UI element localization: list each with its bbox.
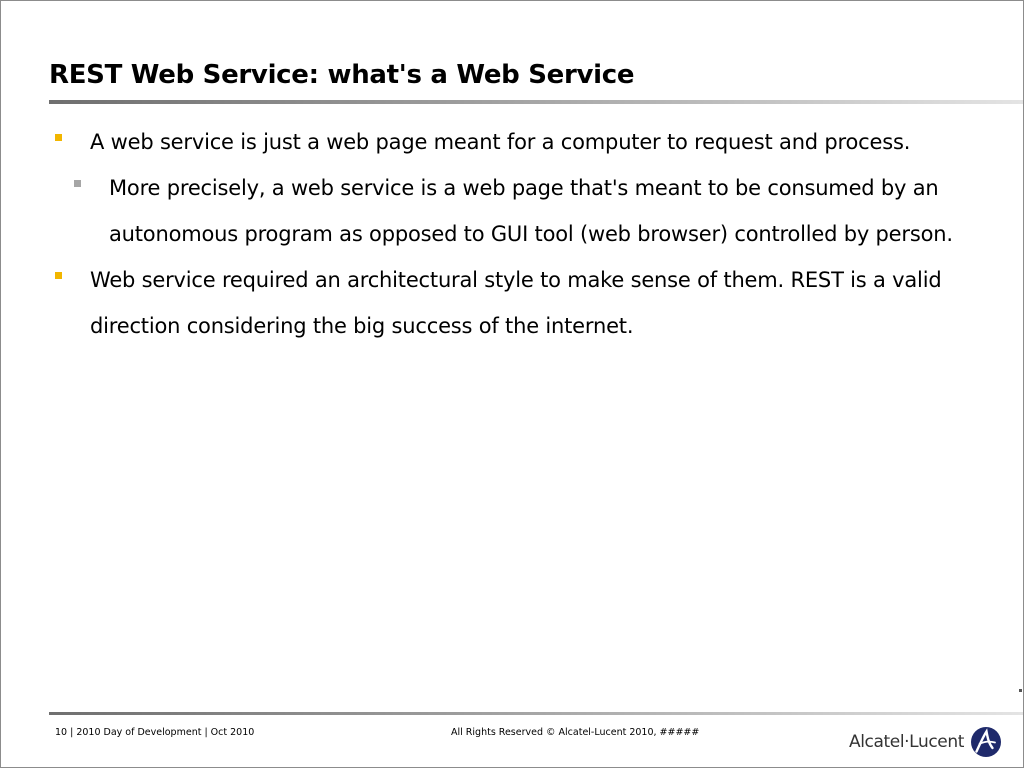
bullet-item-rest-direction xyxy=(1,257,970,349)
title-divider xyxy=(49,100,1023,104)
sub-bullet-text: More precisely, a web service is a web page that's meant to be consumed by an autonomous program as opposed to GUI tool (web browser) controlled by person. xyxy=(109,176,953,246)
alcatel-lucent-swirl-icon xyxy=(970,726,1002,758)
sub-bullet-item-precise-definition xyxy=(1,165,959,257)
bullet-list xyxy=(1,119,1001,349)
logo-wordmark: Alcatel·Lucent xyxy=(849,732,964,752)
bullet-item-web-service-definition xyxy=(1,119,970,165)
footer-slide-info: 10 | 2010 Day of Development | Oct 2010 xyxy=(55,727,255,738)
bullet-text: Web service required an architectural style to make sense of them. REST is a valid direction considering the big success of the internet. xyxy=(90,268,942,338)
bullet-square-icon xyxy=(55,272,62,279)
edge-dot xyxy=(1019,689,1022,692)
company-logo xyxy=(849,725,1002,759)
slide-title: REST Web Service: what's a Web Service xyxy=(49,60,635,90)
footer-copyright: All Rights Reserved © Alcatel-Lucent 2010, ##### xyxy=(451,727,700,738)
bullet-text: A web service is just a web page meant for a computer to request and process. xyxy=(90,130,911,154)
sub-bullet-square-icon xyxy=(74,180,81,187)
bullet-square-icon xyxy=(55,134,62,141)
footer-divider xyxy=(49,712,1023,715)
